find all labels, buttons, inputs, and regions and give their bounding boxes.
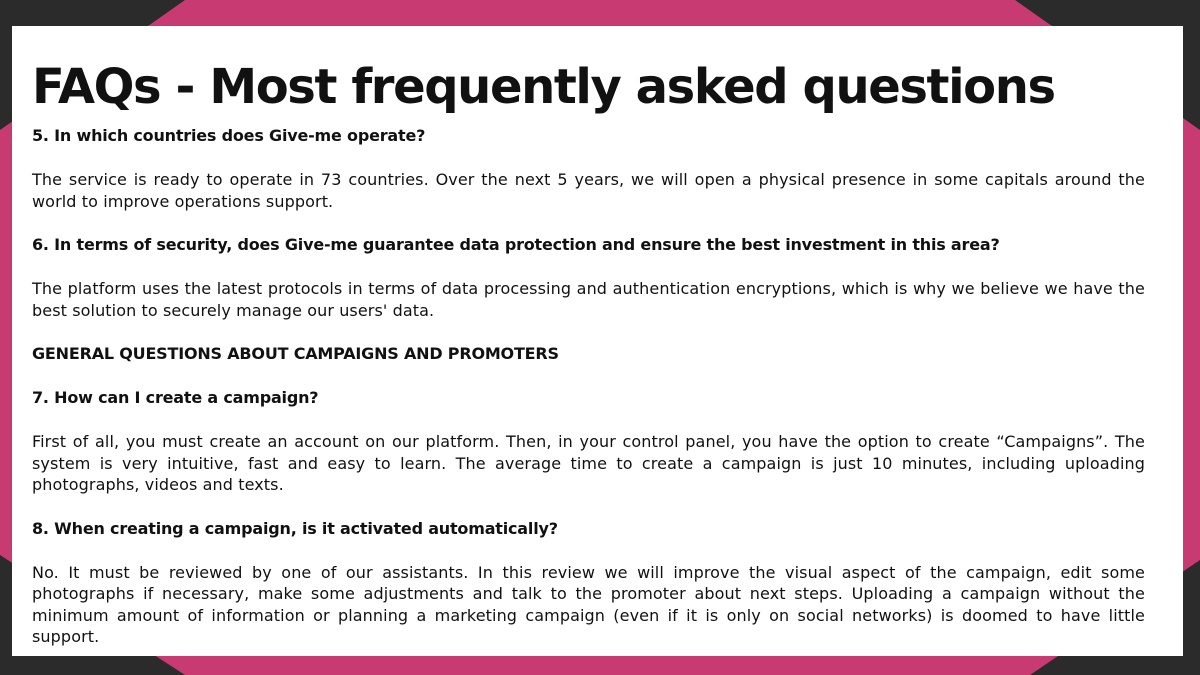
faq-question-7: 7. How can I create a campaign?: [32, 388, 319, 407]
faq-answer-8: No. It must be reviewed by one of our assistants. In this review we will improve the visual aspect of the campaign, edit some photographs if necessary, make some adjustments and talk to the promoter about next steps. Uploading a campaign without the minimum amount of information or planning a marketing campaign (even if it is only on social networks) is doomed to have little support.: [32, 562, 1145, 646]
faq-answer-7: First of all, you must create an account on our platform. Then, in your control panel, you have the option to create “Campaigns”. The system is very intuitive, fast and easy to learn. The average time to create a campaign is just 10 minutes, including uploading photographs, videos and texts.: [32, 432, 1145, 494]
faq-question-8: 8. When creating a campaign, is it activated automatically?: [32, 518, 558, 538]
page-title: FAQs - Most frequently asked questions: [32, 59, 1055, 115]
faq-answer-5: The service is ready to operate in 73 countries. Over the next 5 years, we will open a physical presence in some capitals around the world to improve operations support.: [32, 170, 1145, 211]
faq-question-5: 5. In which countries does Give-me operate?: [32, 126, 426, 145]
faq-list: [32, 125, 1145, 648]
faq-answer-6: The platform uses the latest protocols in terms of data processing and authentication encryptions, which is why we believe we have the best solution to securely manage our users' data.: [32, 279, 1145, 320]
faq-question-6: 6. In terms of security, does Give-me guarantee data protection and ensure the best investment in this area?: [32, 235, 1000, 254]
section-heading: GENERAL QUESTIONS ABOUT CAMPAIGNS AND PROMOTERS: [32, 344, 559, 363]
